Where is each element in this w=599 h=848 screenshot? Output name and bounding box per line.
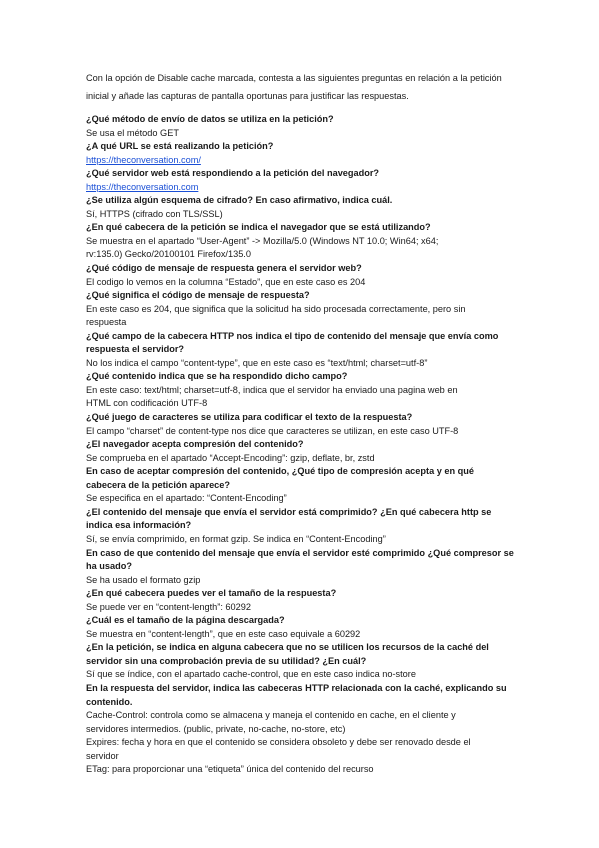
question-text: ¿A qué URL se está realizando la petición? [86,141,274,152]
question-text: ¿Qué juego de caracteres se utiliza para codificar el texto de la respuesta? [86,412,413,423]
question-text: ¿En qué cabecera puedes ver el tamaño de la respuesta? [86,588,337,599]
answer-line: Expires: fecha y hora en que el contenido se considera obsoleto y debe ser renovado desde el [86,737,471,748]
answer-line: El campo “charset” de content-type nos dice que caracteres se utilizan, en este caso UTF-8 [86,425,459,436]
questions-list [86,113,516,777]
answer-line: El codigo lo vemos en la columna “Estado”, que en este caso es 204 [86,276,366,287]
answer-line: Sí, se envía comprimido, en format gzip. Se indica en “Content-Encoding” [86,533,386,544]
answer-line: Se puede ver en “content-length”: 60292 [86,601,251,612]
answer-line: No los indica el campo “content-type”, que en este caso es “text/html; charset=utf-8” [86,357,428,368]
answer-line: Se especifica en el apartado: “Content-Encoding” [86,493,287,504]
answer-line: servidor [86,750,119,761]
question-text: ¿Se utiliza algún esquema de cifrado? En caso afirmativo, indica cuál. [86,195,393,206]
question-text: ¿El navegador acepta compresión del contenido? [86,439,304,450]
intro-paragraph: Con la opción de Disable cache marcada, contesta a las siguientes preguntas en relación a la petición inicial y añade las capturas de pantalla oportunas para justificar las respuestas. [86,73,502,101]
answer-line: Se ha usado el formato gzip [86,574,201,585]
answer-line: Se usa el método GET [86,127,179,138]
question-text: ¿En la petición, se indica en alguna cabecera que no se utilicen los recursos de la caché del servidor sin una comprobación previa de su utilidad? ¿En cuál? [86,642,489,666]
answer-line: Sí que se índice, con el apartado cache-control, que en este caso indica no-store [86,669,416,680]
question-text: En la respuesta del servidor, indica las cabeceras HTTP relacionada con la caché, explicando su contenido. [86,682,507,707]
answer-line: rv:135.0) Gecko/20100101 Firefox/135.0 [86,249,251,260]
answer-line: servidores intermedios. (public, private, no-cache, no-store, etc) [86,723,346,734]
answer-line: Se comprueba en el apartado “Accept-Encoding”: gzip, deflate, br, zstd [86,452,375,463]
question-text: ¿Qué campo de la cabecera HTTP nos indica el tipo de contenido del mensaje que envía como respuesta el servidor? [86,330,499,355]
question-text: En caso de aceptar compresión del contenido, ¿Qué tipo de compresión acepta y en qué cabecera de la petición aparece? [86,466,475,490]
answer-link[interactable]: https://theconversation.com [86,181,199,192]
question-text: ¿Qué servidor web está respondiendo a la petición del navegador? [86,168,380,179]
question-text: ¿Qué método de envío de datos se utiliza en la petición? [86,114,334,124]
question-text: ¿Cuál es el tamaño de la página descargada? [86,615,285,626]
answer-link[interactable]: https://theconversation.com/ [86,154,201,165]
answer-line: En este caso es 204, que significa que la solicitud ha sido procesada correctamente, pero sin [86,303,466,314]
answer-line: Se muestra en “content-length”, que en este caso equivale a 60292 [86,628,361,639]
answer-line: Se muestra en el apartado “User-Agent” -> Mozilla/5.0 (Windows NT 10.0; Win64; x64; [86,235,439,246]
question-text: ¿El contenido del mensaje que envía el servidor está comprimido? ¿En qué cabecera http se indica esa información? [86,506,492,531]
answer-line [86,181,516,195]
answer-line: Sí, HTTPS (cifrado con TLS/SSL) [86,208,223,219]
answer-line: HTML con codificación UTF-8 [86,398,208,409]
question-text: ¿En qué cabecera de la petición se indica el navegador que se está utilizando? [86,222,431,233]
answer-line: ETag: para proporcionar una “etiqueta” única del contenido del recurso [86,764,374,775]
answer-line [86,154,516,168]
answer-line: En este caso: text/html; charset=utf-8, indica que el servidor ha enviado una pagina web en [86,384,458,395]
question-text: En caso de que contenido del mensaje que envía el servidor esté comprimido ¿Qué compresor se ha usado? [86,547,514,572]
answer-line: Cache-Control: controla como se almacena y maneja el contenido en cache, en el cliente y [86,710,456,721]
question-text: ¿Qué significa el código de mensaje de respuesta? [86,290,310,301]
question-text: ¿Qué código de mensaje de respuesta genera el servidor web? [86,263,362,274]
question-text: ¿Qué contenido indica que se ha respondido dicho campo? [86,371,348,382]
answer-line: respuesta [86,317,127,328]
